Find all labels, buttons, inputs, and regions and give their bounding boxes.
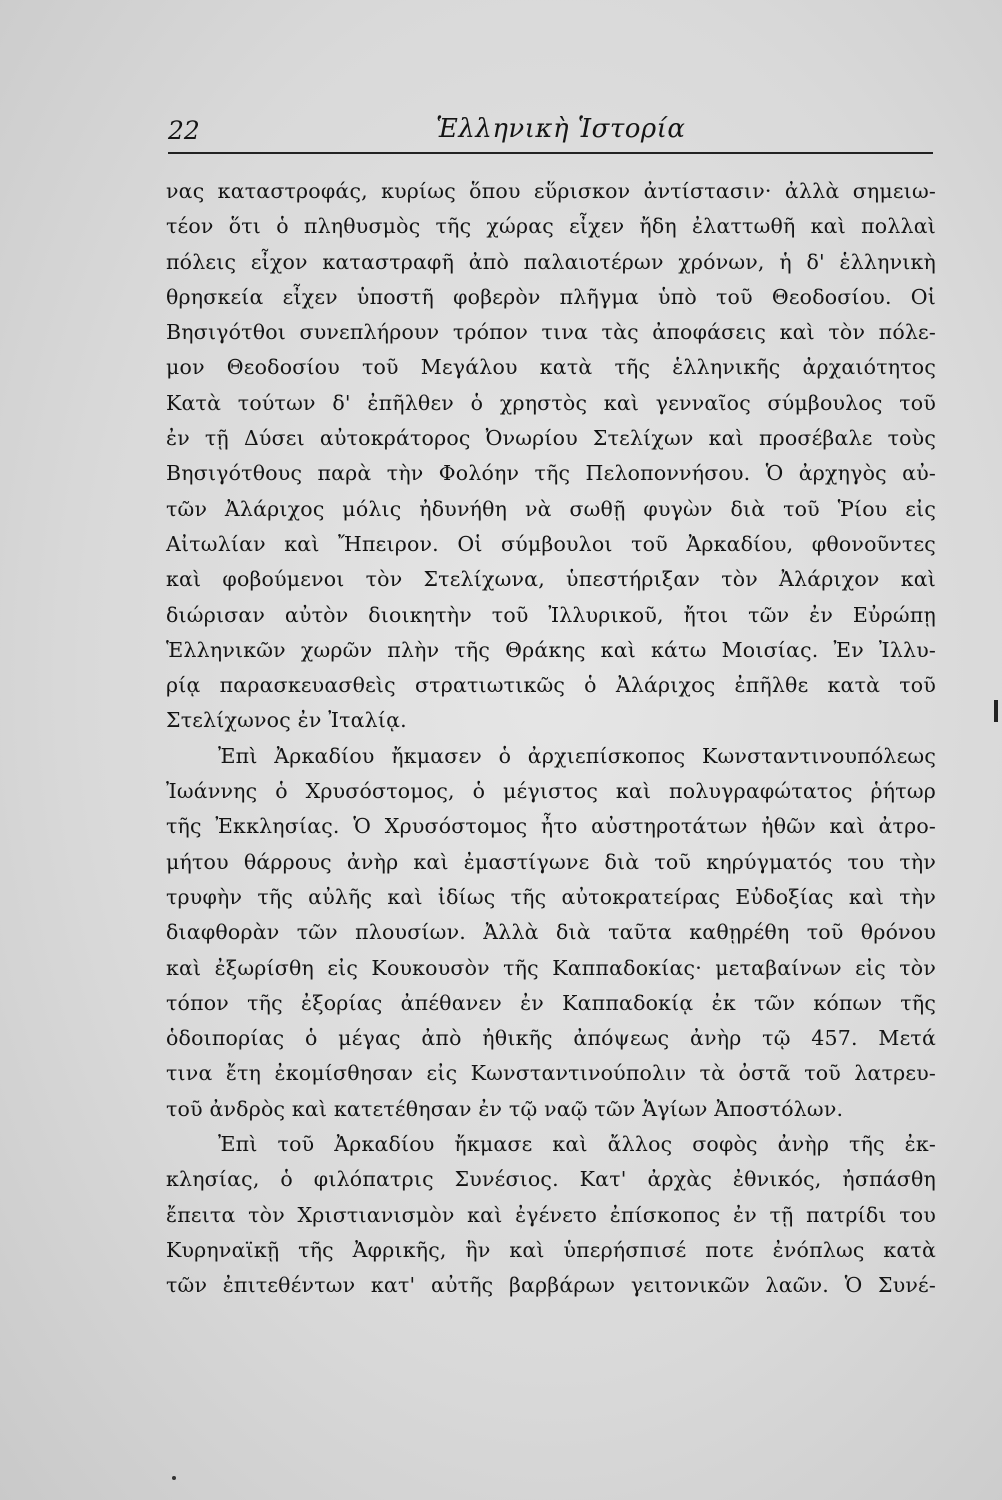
text-line: Βησιγότθους παρὰ τὴν Φολόην τῆς Πελοποννήσου. Ὁ ἀρχηγὸς αὐ-: [166, 461, 936, 486]
text-line: καὶ φοβούμενοι τὸν Στελίχωνα, ὑπεστήριξαν τὸν Ἀλάριχον καὶ: [166, 567, 936, 592]
text-line: καὶ ἐξωρίσθη εἰς Κουκουσὸν τῆς Καππαδοκίας· μεταβαίνων εἰς τὸν: [166, 955, 936, 980]
text-line: τέον ὅτι ὁ πληθυσμὸς τῆς χώρας εἶχεν ἤδη ἐλαττωθῆ καὶ πολλαὶ: [166, 214, 936, 239]
page-number: 22: [168, 116, 200, 145]
text-line: τόπον τῆς ἐξορίας ἀπέθανεν ἐν Καππαδοκίᾳ ἐκ τῶν κόπων τῆς: [166, 990, 936, 1015]
page-header: [168, 112, 933, 154]
text-line: Αἰτωλίαν καὶ Ἤπειρον. Οἱ σύμβουλοι τοῦ Ἀρκαδίου, φθονοῦντες: [166, 531, 936, 556]
text-line: Βησιγότθοι συνεπλήρουν τρόπον τινα τὰς ἀποφάσεις καὶ τὸν πόλε-: [166, 320, 936, 345]
edge-mark: [994, 700, 998, 722]
body-text: [166, 174, 936, 1304]
ink-speck: [172, 1476, 176, 1480]
text-line: Ἐπὶ τοῦ Ἀρκαδίου ἤκμασε καὶ ἄλλος σοφὸς ἀνὴρ τῆς ἐκ-: [218, 1132, 936, 1157]
text-line: ὁδοιπορίας ὁ μέγας ἀπὸ ἠθικῆς ἀπόψεως ἀνὴρ τῷ 457. Μετά: [166, 1026, 936, 1051]
text-line: Κατὰ τούτων δ' ἐπῆλθεν ὁ χρηστὸς καὶ γενναῖος σύμβουλος τοῦ: [166, 390, 936, 415]
text-line: ἔπειτα τὸν Χριστιανισμὸν καὶ ἐγένετο ἐπίσκοπος ἐν τῇ πατρίδι του: [166, 1202, 936, 1227]
text-line: τῆς Ἐκκλησίας. Ὁ Χρυσόστομος ἦτο αὐστηροτάτων ἠθῶν καὶ ἀτρο-: [166, 814, 936, 839]
text-line: Ἰωάννης ὁ Χρυσόστομος, ὁ μέγιστος καὶ πολυγραφώτατος ῥήτωρ: [166, 779, 936, 804]
running-title: Ἑλληνικὴ Ἱστορία: [436, 114, 686, 144]
text-line: μον Θεοδοσίου τοῦ Μεγάλου κατὰ τῆς ἑλληνικῆς ἀρχαιότητος: [166, 355, 936, 380]
text-line: Ἑλληνικῶν χωρῶν πλὴν τῆς Θράκης καὶ κάτω Μοισίας. Ἐν Ἰλλυ-: [166, 637, 936, 662]
text-line: τινα ἔτη ἐκομίσθησαν εἰς Κωνσταντινούπολιν τὰ ὀστᾶ τοῦ λατρευ-: [166, 1061, 936, 1086]
text-line: νας καταστροφάς, κυρίως ὅπου εὕρισκον ἀντίστασιν· ἀλλὰ σημειω-: [166, 179, 936, 203]
text-line: κλησίας, ὁ φιλόπατρις Συνέσιος. Κατ' ἀρχὰς ἐθνικός, ἠσπάσθη: [166, 1167, 936, 1192]
text-line: διαφθορὰν τῶν πλουσίων. Ἀλλὰ διὰ ταῦτα καθῃρέθη τοῦ θρόνου: [166, 920, 936, 945]
text-line: ρίᾳ παρασκευασθεὶς στρατιωτικῶς ὁ Ἀλάριχος ἐπῆλθε κατὰ τοῦ: [166, 673, 936, 698]
text-line: μήτου θάρρους ἀνὴρ καὶ ἐμαστίγωνε διὰ τοῦ κηρύγματός του τὴν: [166, 849, 936, 874]
text-line: Κυρηναϊκῇ τῆς Ἀφρικῆς, ἣν καὶ ὑπερήσπισέ ποτε ἐνόπλως κατὰ: [166, 1237, 936, 1262]
text-line: Στελίχωνος ἐν Ἰταλίᾳ.: [166, 708, 407, 733]
text-line: τῶν ἐπιτεθέντων κατ' αὐτῆς βαρβάρων γειτονικῶν λαῶν. Ὁ Συνέ-: [166, 1273, 936, 1298]
text-line: Ἐπὶ Ἀρκαδίου ἤκμασεν ὁ ἀρχιεπίσκοπος Κωνσταντινουπόλεως: [218, 743, 936, 768]
text-line: θρησκεία εἶχεν ὑποστῆ φοβερὸν πλῆγμα ὑπὸ τοῦ Θεοδοσίου. Οἱ: [166, 284, 936, 309]
text-line: ἐν τῇ Δύσει αὐτοκράτορος Ὀνωρίου Στελίχων καὶ προσέβαλε τοὺς: [166, 426, 936, 451]
text-line: τῶν Ἀλάριχος μόλις ἠδυνήθη νὰ σωθῇ φυγὼν διὰ τοῦ Ῥίου εἰς: [166, 496, 936, 521]
text-line: πόλεις εἶχον καταστραφῆ ἀπὸ παλαιοτέρων χρόνων, ἡ δ' ἑλληνικὴ: [166, 249, 936, 274]
text-line: τοῦ ἀνδρὸς καὶ κατετέθησαν ἐν τῷ ναῷ τῶν Ἁγίων Ἀποστόλων.: [166, 1096, 844, 1121]
text-line: διώρισαν αὐτὸν διοικητὴν τοῦ Ἰλλυρικοῦ, ἤτοι τῶν ἐν Εὐρώπῃ: [166, 602, 936, 627]
text-line: τρυφὴν τῆς αὐλῆς καὶ ἰδίως τῆς αὐτοκρατείρας Εὐδοξίας καὶ τὴν: [166, 884, 936, 909]
